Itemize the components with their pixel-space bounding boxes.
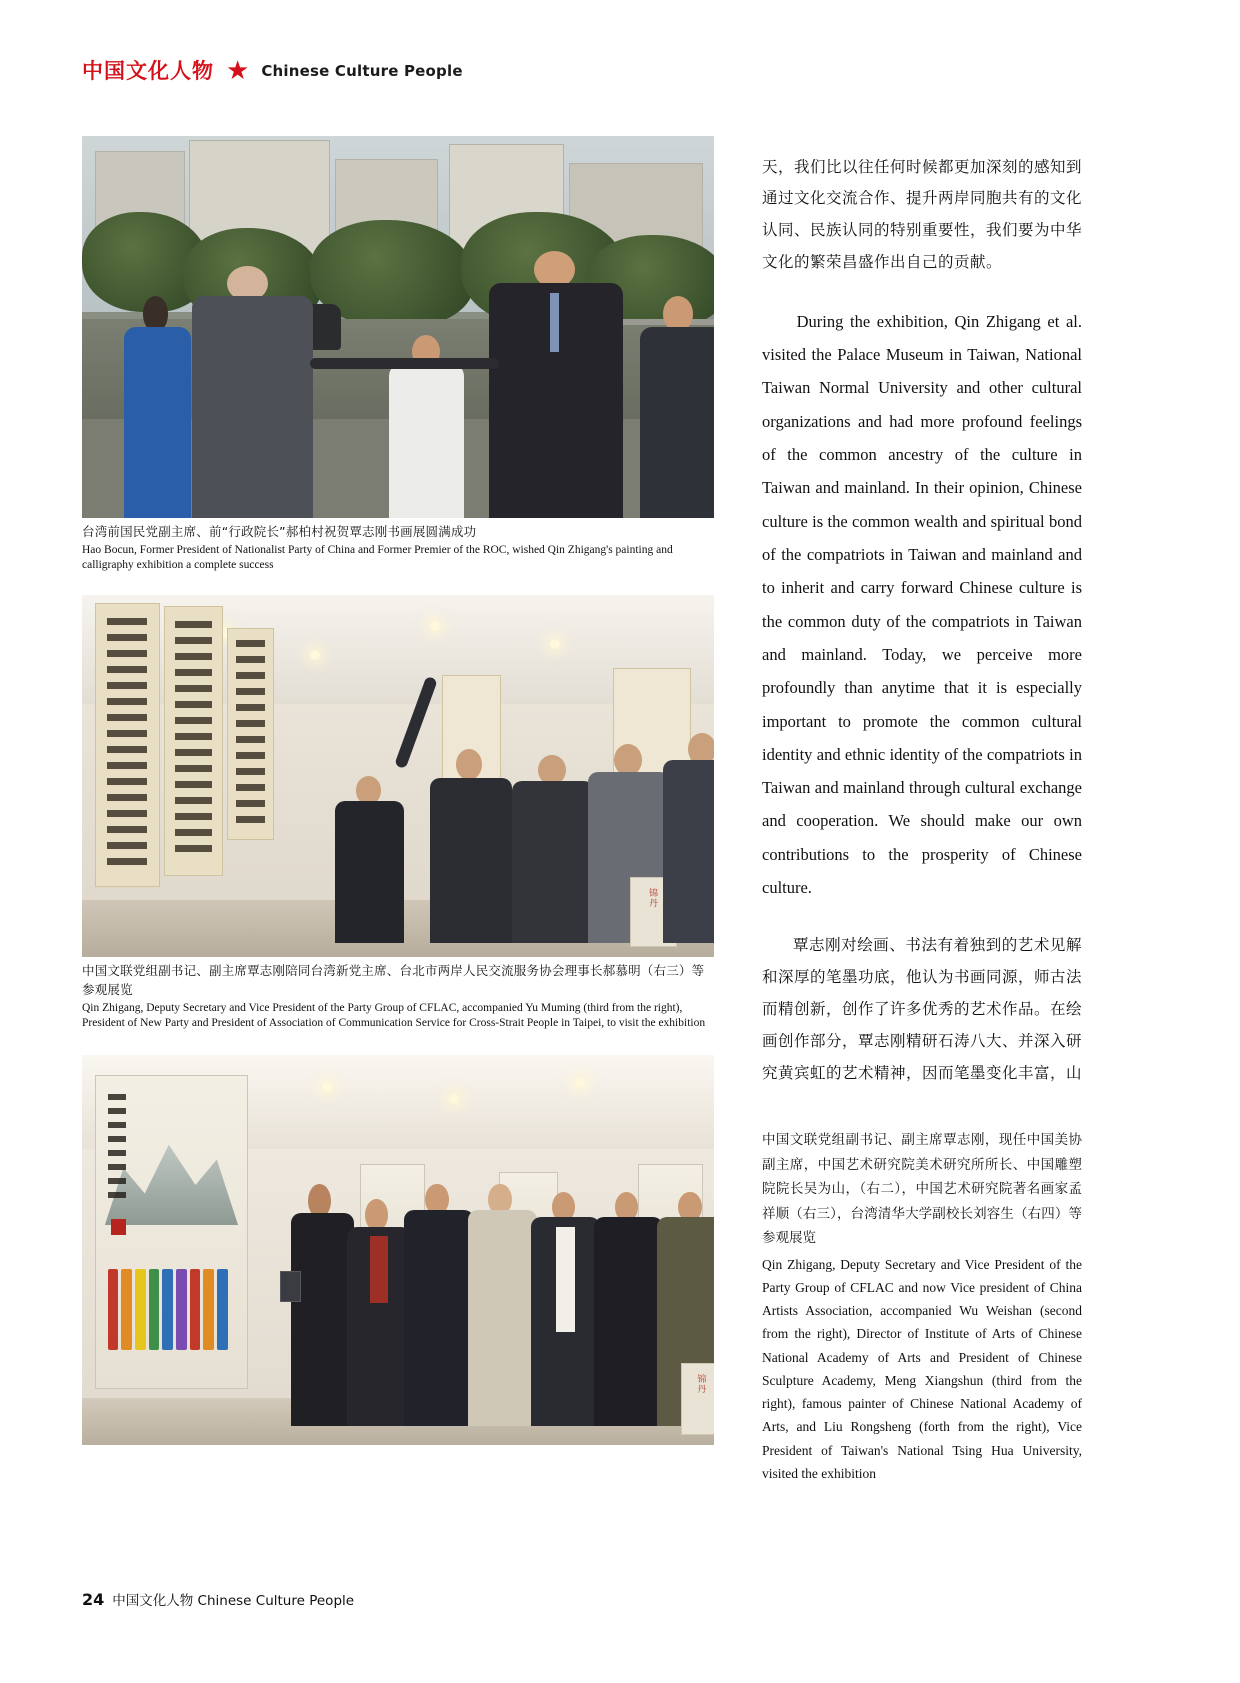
color-band-2	[121, 1269, 132, 1350]
caption-cn: 台湾前国民党副主席、前“行政院长”郝柏村祝贺覃志刚书画展圆满成功	[82, 524, 477, 539]
calligraphy-scroll-1	[95, 603, 160, 887]
side-caption-en: Qin Zhigang, Deputy Secretary and Vice President of the Party Group of CFLAC and now Vice president of China Artists Association, accompanied Wu Weishan (second from the right), Director of Institute of Arts of Chinese National Academy of Arts and President of Chinese Sculpture Academy, Meng Xiangshun (third from the right), famous painter of Chinese National Academy of Arts, and Liu Rongsheng (forth from the right), Vice President of Taiwan's National Tsing Hua University, visited the exhibition	[762, 1256, 1082, 1481]
person-long-hair	[594, 1192, 664, 1426]
person-grey-jacket	[588, 744, 670, 943]
caption-corridor-tour	[82, 957, 714, 1031]
paragraph-en-1: During the exhibition, Qin Zhigang et al. visited the Palace Museum in Taiwan, National Taiwan Normal University and other cultural organizations and had more profound feelings of the common ancestry of the culture in Taiwan and mainland. In their opinion, Chinese culture is the common wealth and spiritual bond of the compatriots in Taiwan and mainland and to inherit and carry forward Chinese culture is the common duty of the compatriots in Taiwan and mainland. Today, we perceive more profoundly than anytime that it is especially important to promote the common cultural identity and ethnic identity of the compatriots in Taiwan and mainland through cultural exchange and cooperation. We should make our own contributions to the prosperity of Chinese culture.	[762, 311, 1082, 898]
torso	[335, 801, 405, 943]
color-band-7	[190, 1269, 201, 1350]
photo-group-gallery	[82, 1055, 714, 1445]
inner-shirt	[370, 1236, 388, 1304]
torso	[468, 1210, 538, 1425]
torso	[291, 1213, 354, 1426]
side-caption-group-gallery	[762, 1128, 1082, 1485]
necktie	[550, 293, 558, 352]
figure-handshake	[82, 136, 714, 573]
person-dark-suit-center	[486, 251, 625, 518]
torso	[640, 327, 714, 518]
masthead-title-cn: 中国文化人物	[82, 58, 214, 83]
caption-en: Qin Zhigang, Deputy Secretary and Vice President of the Party Group of CFLAC, accompanied Yu Muming (third from the right), President of New Party and President of Association of Communication Service for Cross-Strait People in Taipei, to visit the exhibition	[82, 1001, 706, 1029]
landscape-painting	[95, 1075, 249, 1389]
red-seal	[111, 1219, 126, 1235]
person-white-shirt	[531, 1192, 601, 1426]
color-band-3	[135, 1269, 146, 1350]
ceiling-light-2	[449, 1094, 459, 1104]
figure-group-gallery	[82, 1055, 714, 1445]
torso	[124, 327, 191, 518]
person-red-shirt	[347, 1199, 410, 1425]
person-olive-coat	[657, 1192, 714, 1426]
color-band-9	[217, 1269, 228, 1350]
calligraphy-scroll-2	[164, 606, 223, 876]
person-light-suit	[468, 1184, 538, 1426]
ceiling-light-3	[430, 621, 440, 631]
person-blue-left	[120, 296, 196, 518]
side-caption-cn: 中国文联党组副书记、副主席覃志刚，现任中国美协副主席，中国艺术研究院美术研究所所长、中国雕塑院院长吴为山，（右二），中国艺术研究院著名画家孟祥顺（右三），台湾清华大学副校长刘容生（右四）等参观展览	[762, 1132, 1082, 1247]
torso	[389, 364, 465, 518]
camera	[280, 1271, 301, 1302]
ceiling-light-2	[310, 650, 320, 660]
page-footer	[82, 1589, 354, 1609]
handshake-arm	[310, 358, 500, 369]
color-band-6	[176, 1269, 187, 1350]
bag-label: 锦 丹	[697, 1375, 707, 1396]
calligraphy-ink	[107, 618, 147, 866]
photo-corridor-tour	[82, 595, 714, 957]
figure-corridor-tour	[82, 595, 714, 1031]
calligraphy-scroll-3	[227, 628, 273, 840]
gift-bag	[681, 1363, 714, 1435]
right-column	[762, 136, 1082, 1105]
color-band-5	[162, 1269, 173, 1350]
person-blue-shirt-right	[663, 733, 714, 943]
torso	[663, 760, 714, 943]
person-white-hair	[512, 755, 594, 943]
footer-publication-name: 中国文化人物 Chinese Culture People	[112, 1593, 355, 1609]
head	[456, 749, 482, 780]
caption-cn: 中国文联党组副书记、副主席覃志刚陪同台湾新党主席、台北市两岸人民交流服务协会理事长郝慕明（右三）等参观展览	[82, 963, 705, 997]
masthead	[82, 58, 463, 84]
star-icon: ★	[226, 56, 250, 85]
caption-handshake	[82, 518, 714, 573]
left-column	[82, 136, 714, 1445]
torso	[404, 1210, 474, 1425]
person-dark-jacket-1	[404, 1184, 474, 1426]
person-pointing	[430, 737, 512, 943]
color-band-1	[108, 1269, 119, 1350]
torso	[594, 1217, 664, 1425]
caption-en: Hao Bocun, Former President of Nationalist Party of China and Former Premier of the ROC, wished Qin Zhigang's painting and calligraphy exhibition a complete success	[82, 544, 673, 572]
head	[614, 744, 642, 776]
torso	[192, 296, 313, 518]
color-band-4	[149, 1269, 160, 1350]
bag-label: 锦 丹	[648, 889, 658, 910]
shirt-front	[556, 1227, 575, 1332]
ceiling-light-4	[550, 639, 560, 649]
calligraphy-inscription	[108, 1094, 126, 1200]
person-suit-right	[638, 296, 714, 518]
paragraph-cn-2: 覃志刚对绘画、书法有着独到的艺术见解和深厚的笔墨功底，他认为书画同源，师古法而精创新，创作了许多优秀的艺术作品。在绘画创作部分，覃志刚精研石涛八大、并深入研究黄宾虹的艺术精神，因而笔墨变化丰富，山	[762, 936, 1083, 1082]
torso	[512, 781, 594, 943]
photo-handshake	[82, 136, 714, 518]
person-camera-operator	[291, 1184, 354, 1426]
calligraphy-ink	[236, 640, 264, 825]
color-band-8	[203, 1269, 214, 1350]
person-suit-1	[335, 776, 405, 943]
masthead-title-en: Chinese Culture People	[261, 62, 463, 80]
person-grey-suit	[189, 266, 315, 518]
paragraph-cn-1: 天，我们比以往任何时候都更加深刻的感知到通过文化交流合作、提升两岸同胞共有的文化认同、民族认同的特别重要性，我们要为中华文化的繁荣昌盛作出自己的贡献。	[762, 157, 1083, 271]
calligraphy-ink	[175, 621, 211, 857]
page-number: 24	[82, 1590, 105, 1609]
torso	[430, 778, 512, 943]
